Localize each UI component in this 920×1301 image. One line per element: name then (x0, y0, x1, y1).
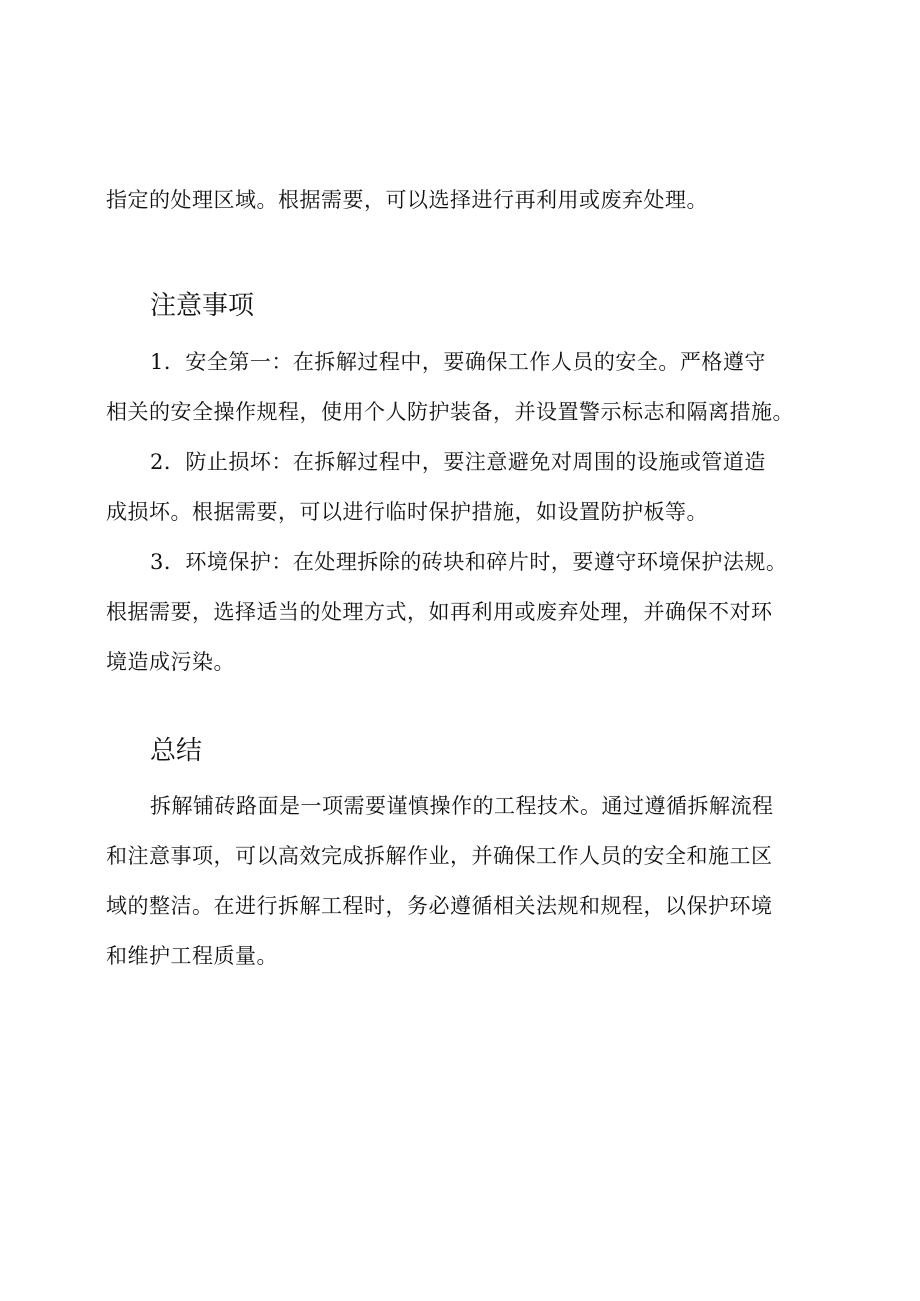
note-1-line-2: 相关的安全操作规程，使用个人防护装备，并设置警示标志和隔离措施。 (106, 400, 794, 424)
summary-line-3: 域的整洁。在进行拆解工程时，务必遵循相关法规和规程，以保护环境 (106, 894, 773, 918)
note-3-line-3: 境造成污染。 (106, 650, 235, 674)
section-heading-notes: 注意事项 (150, 291, 255, 321)
note-3-line-2: 根据需要，选择适当的处理方式，如再利用或废弃处理，并确保不对环 (106, 600, 773, 624)
summary-paragraph (106, 781, 816, 981)
note-1-line-1: 1．安全第一：在拆解过程中，要确保工作人员的安全。严格遵守 (150, 350, 766, 374)
notes-list (106, 337, 816, 687)
intro-paragraph (106, 175, 816, 225)
intro-line: 指定的处理区域。根据需要，可以选择进行再利用或废弃处理。 (106, 188, 708, 212)
note-3-line-1: 3．环境保护：在处理拆除的砖块和碎片时，要遵守环境保护法规。 (150, 550, 788, 574)
summary-line-4: 和维护工程质量。 (106, 944, 278, 968)
section-heading-summary: 总结 (150, 736, 203, 766)
summary-line-1: 拆解铺砖路面是一项需要谨慎操作的工程技术。通过遵循拆解流程 (150, 794, 774, 818)
note-2-line-1: 2．防止损坏：在拆解过程中，要注意避免对周围的设施或管道造 (150, 450, 766, 474)
summary-line-2: 和注意事项，可以高效完成拆解作业，并确保工作人员的安全和施工区 (106, 844, 773, 868)
note-2-line-2: 成损坏。根据需要，可以进行临时保护措施，如设置防护板等。 (106, 500, 708, 524)
